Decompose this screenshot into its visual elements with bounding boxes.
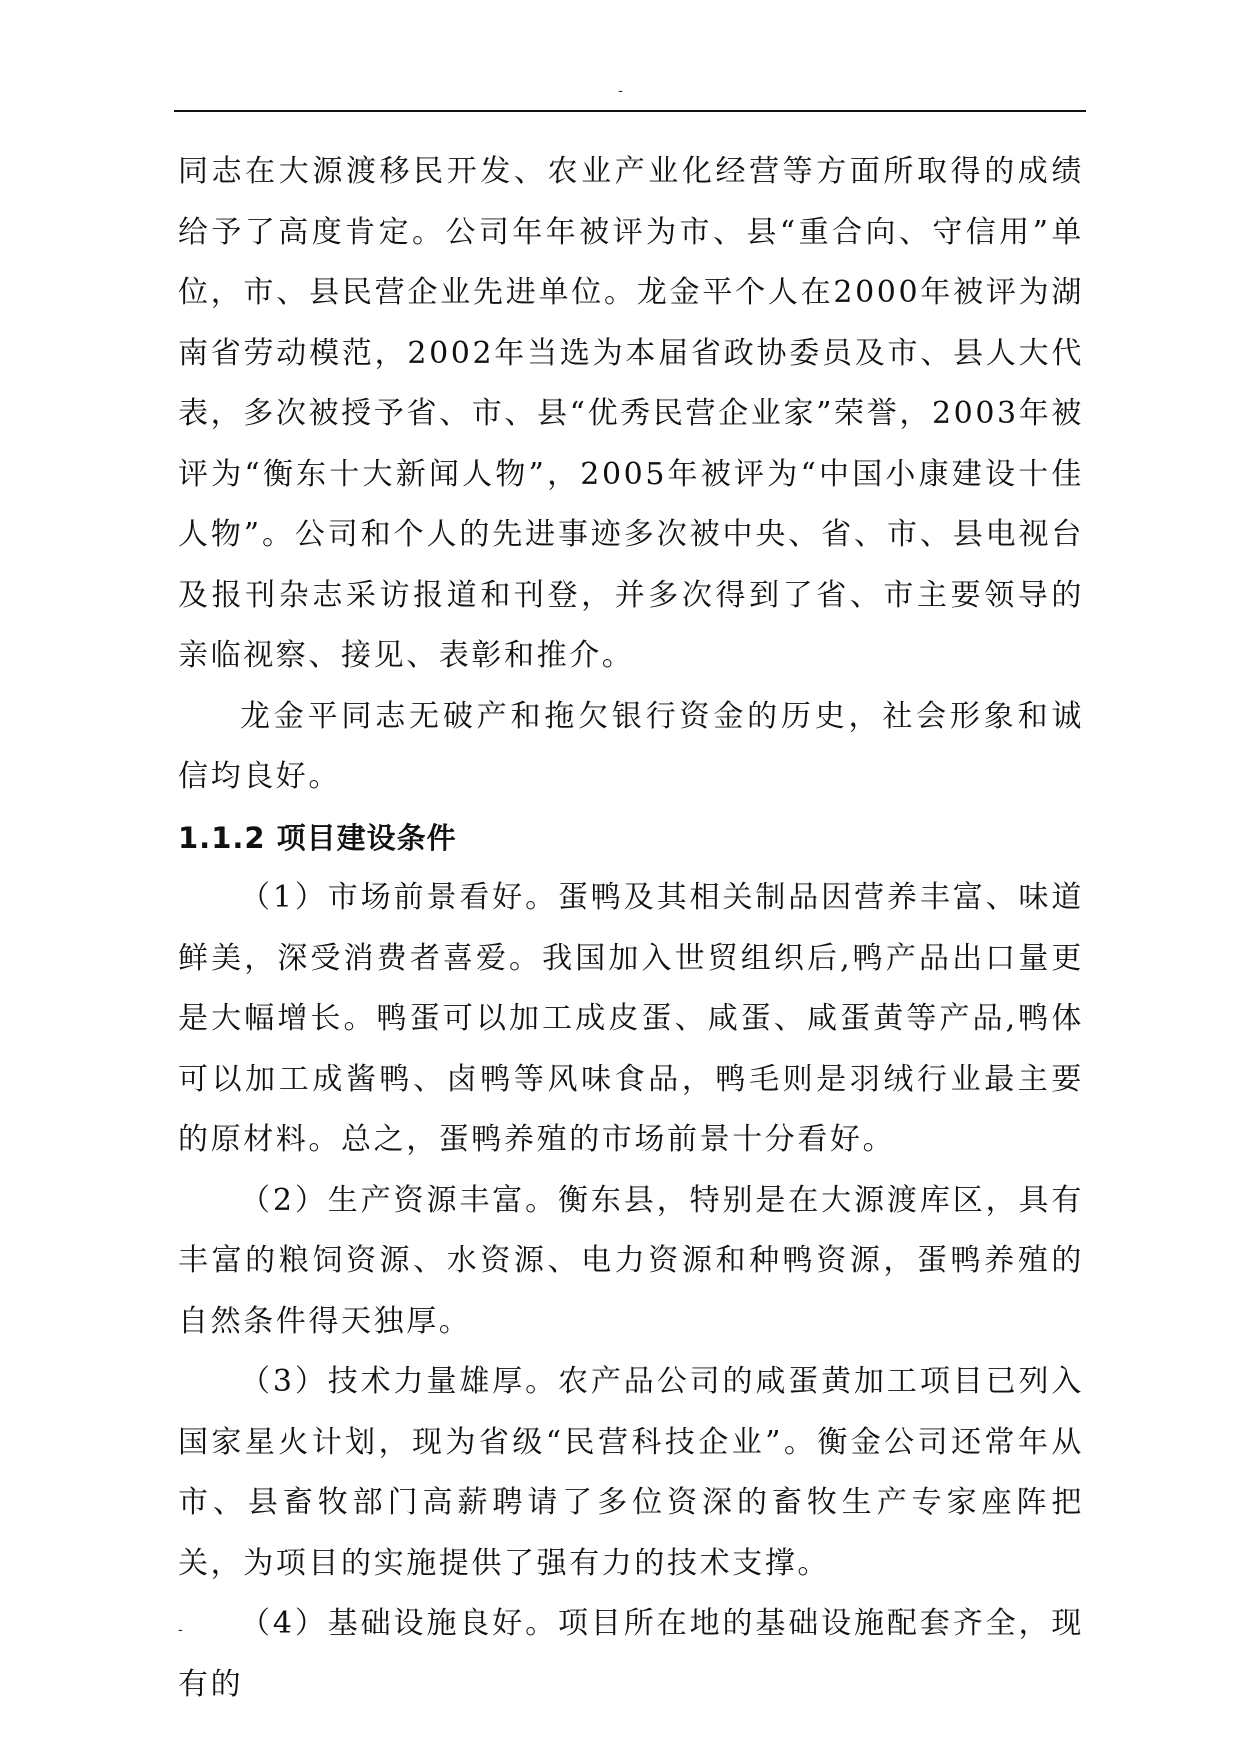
footer-mark: -	[178, 1622, 183, 1638]
paragraph-infrastructure: （4）基础设施良好。项目所在地的基础设施配套齐全，现有的	[178, 1606, 1084, 1702]
paragraph-market-outlook: （1）市场前景看好。蛋鸭及其相关制品因营养丰富、味道鲜美，深受消费者喜爱。我国加入世贸组织后,鸭产品出口量更是大幅增长。鸭蛋可以加工成皮蛋、咸蛋、咸蛋黄等产品,鸭体可以加工成酱鸭、卤鸭等风味食品，鸭毛则是羽绒行业最主要的原材料。总之，蛋鸭养殖的市场前景十分看好。	[178, 880, 1084, 1157]
document-body	[178, 142, 1084, 1715]
paragraph-achievements: 同志在大源渡移民开发、农业产业化经营等方面所取得的成绩给予了高度肯定。公司年年被评为市、县“重合向、守信用”单位，市、县民营企业先进单位。龙金平个人在2000年被评为湖南省劳动模范，2002年当选为本届省政协委员及市、县人大代表，多次被授予省、市、县“优秀民营企业家”荣誉，2003年被评为“衡东十大新闻人物”，2005年被评为“中国小康建设十佳人物”。公司和个人的先进事迹多次被中央、省、市、县电视台及报刊杂志采访报道和刊登，并多次得到了省、市主要领导的亲临视察、接见、表彰和推介。	[178, 154, 1084, 673]
paragraph-credit-history: 龙金平同志无破产和拖欠银行资金的历史，社会形象和诚信均良好。	[178, 698, 1084, 794]
header-rule	[174, 110, 1086, 112]
paragraph-production-resources: （2）生产资源丰富。衡东县，特别是在大源渡库区，具有丰富的粮饲资源、水资源、电力资源和种鸭资源，蛋鸭养殖的自然条件得天独厚。	[178, 1182, 1084, 1339]
header-mark: -	[618, 83, 623, 99]
section-heading: 1.1.2 项目建设条件	[178, 820, 457, 855]
paragraph-technical-strength: （3）技术力量雄厚。农产品公司的咸蛋黄加工项目已列入国家星火计划，现为省级“民营科技企业”。衡金公司还常年从市、县畜牧部门高薪聘请了多位资深的畜牧生产专家座阵把关，为项目的实施提供了强有力的技术支撑。	[178, 1364, 1084, 1581]
